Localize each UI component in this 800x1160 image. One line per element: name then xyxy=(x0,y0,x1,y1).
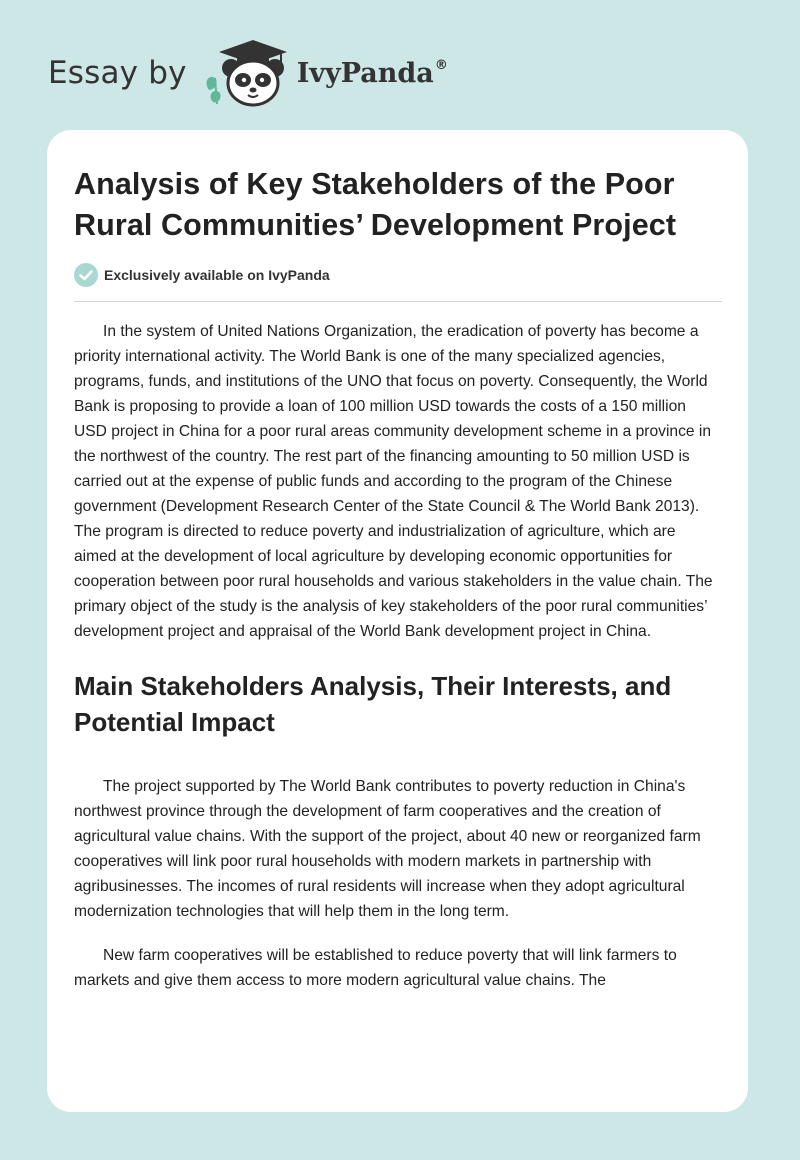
check-circle-icon xyxy=(74,263,98,287)
brand-header xyxy=(48,38,448,108)
registered-mark: ® xyxy=(434,57,448,73)
essay-title: Analysis of Key Stakeholders of the Poor Rural Communities’ Development Project xyxy=(74,167,677,242)
exclusive-badge-text: Exclusively available on IvyPanda xyxy=(104,267,330,283)
section-paragraph-1: The project supported by The World Bank contributes to poverty reduction in China's northwest province through the development of farm cooperatives and the creation of agricultural value chains. With the support of the project, about 40 new or reorganized farm cooperatives will link poor rural households with modern markets in partnership with agribusinesses. The incomes of rural residents will increase when they adopt agricultural modernization technologies that will help them in the long term. xyxy=(74,778,701,920)
exclusive-badge xyxy=(74,263,722,302)
section-heading: Main Stakeholders Analysis, Their Interests, and Potential Impact xyxy=(74,671,672,737)
intro-paragraph: In the system of United Nations Organization, the eradication of poverty has become a priority international activity. The World Bank is one of the many specialized agencies, programs, funds, and institutions of the UNO that focus on poverty. Consequently, the World Bank is proposing to provide a loan of 100 million USD towards the costs of a 150 million USD project in China for a poor rural areas community development scheme in a province in the northwest of the country. The rest part of the financing amounting to 50 million USD is carried out at the expense of public funds and according to the program of the Chinese government (Development Research Center of the State Council & The World Bank 2013). The program is directed to reduce poverty and industrialization of agriculture, which are aimed at the development of local agriculture by developing economic opportunities for cooperation between poor rural households and various stakeholders in the value chain. The primary object of the study is the analysis of key stakeholders of the poor rural communities’ development project and appraisal of the World Bank development project in China. xyxy=(74,323,713,640)
panda-graduate-icon[interactable] xyxy=(201,38,293,108)
essay-card xyxy=(47,130,748,1112)
brand-name[interactable]: IvyPanda® xyxy=(296,57,448,89)
section-paragraph-2: New farm cooperatives will be established to reduce poverty that will link farmers to markets and give them access to more modern agricultural value chains. The xyxy=(74,947,677,989)
brand-prefix: Essay by xyxy=(48,55,187,91)
